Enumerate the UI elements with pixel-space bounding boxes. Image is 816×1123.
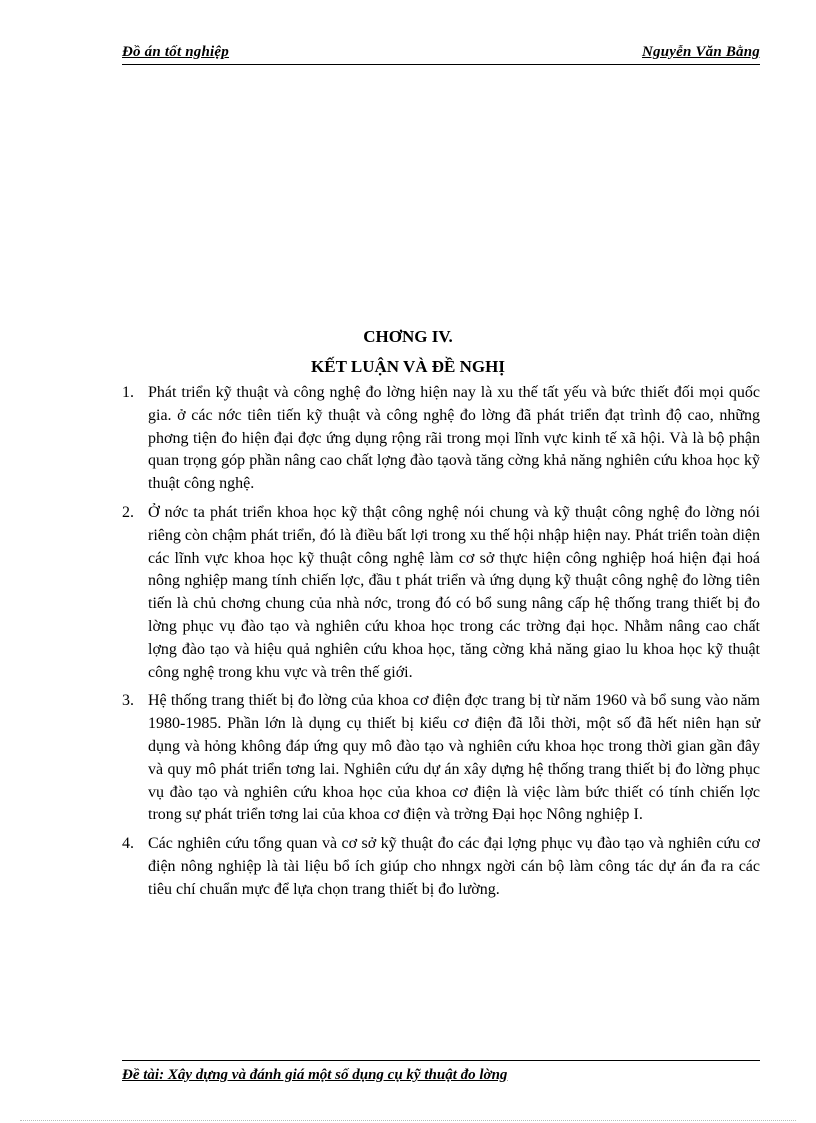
footer-topic: Đề tài: Xây dựng và đánh giá một số dụng cụ kỹ thuật đo lờng	[122, 1067, 508, 1083]
item-text: Các nghiên cứu tổng quan và cơ sở kỹ thuật đo các đại lợng phục vụ đào tạo và nghiên cứu cơ điện nông nghiệp là tài liệu bổ ích giúp cho nhngx ngời cán bộ làm công tác dự án đa ra các tiêu chí chuẩn mực để lựa chọn trang thiết bị đo lường.	[148, 835, 760, 898]
chapter-number: CHƠNG IV.	[363, 327, 453, 346]
conclusion-list	[122, 382, 760, 908]
list-item	[122, 382, 760, 496]
page-footer	[122, 1060, 760, 1084]
header-author-name: Nguyễn Văn Bằng	[641, 44, 760, 60]
page-bottom-edge	[20, 1120, 796, 1121]
item-text: Ở nớc ta phát triển khoa học kỹ thật công nghệ nói chung và kỹ thuật công nghệ đo lờng nói riêng còn chậm phát triển, đó là điều bất lợi trong xu thế hội nhập hiện nay. Phát triển toàn diện các lĩnh vực khoa học kỹ thuật công nghệ làm cơ sở thực hiện công nghiệp hoá hiện đại hoá nông nghiệp mang tính chiến lợc, đầu t phát triển và ứng dụng kỹ thuật công nghệ đo lờng tiên tiến là chủ chơng chung của nhà nớc, trong đó có bổ sung nâng cấp hệ thống trang thiết bị đo lờng phục vụ đào tạo và nghiên cứu khoa học trong các trờng đại học. Nhằm nâng cao chất lợng đào tạo và hiệu quả nghiên cứu khoa học, tăng cờng khả năng giao lu khoa học kỹ thuật công nghệ trong khu vực và trên thế giới.	[148, 503, 760, 681]
header-thesis-label: Đồ án tốt nghiệp	[122, 44, 229, 60]
item-text: Phát triển kỹ thuật và công nghệ đo lờng hiện nay là xu thế tất yếu và bức thiết đối mọi quốc gia. ở các nớc tiên tiến kỹ thuật và công nghệ đo lờng đã phát triển đạt trình độ cao, những phơng tiện đo hiện đại đợc ứng dụng rộng rãi trong mọi lĩnh vực kinh tế xã hội. Và là bộ phận quan trọng góp phần nâng cao chất lợng đào tạovà tăng cờng khả năng nghiên cứu khoa học kỹ thuật công nghệ.	[148, 384, 760, 493]
page-header	[122, 44, 760, 65]
item-number: 3.	[122, 692, 134, 710]
item-text: Hệ thống trang thiết bị đo lờng của khoa cơ điện đợc trang bị từ năm 1960 và bổ sung vào năm 1980-1985. Phần lớn là dụng cụ thiết bị kiểu cơ điện đã lỗi thời, một số đã hết niên hạn sử dụng và hỏng không đáp ứng quy mô đào tạo và nghiên cứu khoa học trong thời gian gần đây và quy mô phát triển tơng lai. Nghiên cứu dự án xây dựng hệ thống trang thiết bị đo lờng phục vụ đào tạo và nghiên cứu khoa học của khoa cơ điện là việc làm bức thiết có tính chiến lợc trong sự phát triển tơng lai của khoa cơ điện và trờng Đại học Nông nghiệp I.	[148, 692, 760, 824]
chapter-title: KẾT LUẬN VÀ ĐỀ NGHỊ	[311, 357, 505, 376]
item-number: 4.	[122, 835, 134, 853]
item-number: 2.	[122, 503, 134, 521]
item-number: 1.	[122, 384, 134, 401]
list-item	[122, 502, 760, 684]
list-item	[122, 833, 760, 901]
list-item	[122, 690, 760, 827]
